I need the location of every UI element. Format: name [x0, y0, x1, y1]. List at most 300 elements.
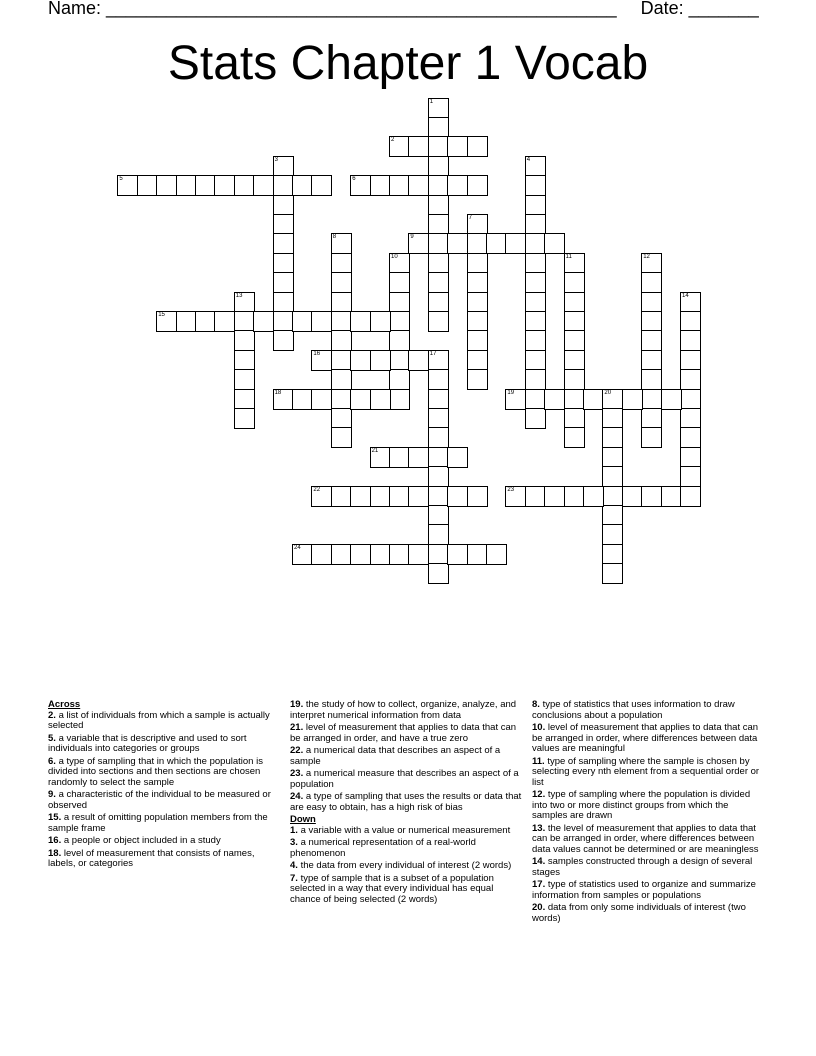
- across-clue: [290, 792, 524, 813]
- crossword-cell[interactable]: [370, 544, 391, 565]
- crossword-cell[interactable]: [564, 408, 585, 429]
- down-clue: [532, 824, 766, 856]
- crossword-cell[interactable]: [408, 175, 429, 196]
- crossword-cell[interactable]: [331, 330, 352, 351]
- crossword-cell[interactable]: [428, 389, 449, 410]
- crossword-cell[interactable]: [525, 350, 546, 371]
- clue-number: 13: [235, 292, 243, 299]
- crossword-cell[interactable]: [370, 389, 391, 410]
- crossword-cell[interactable]: [253, 175, 274, 196]
- crossword-cell[interactable]: [467, 311, 488, 332]
- crossword-cell[interactable]: [370, 447, 391, 468]
- clue-number: 20: [604, 389, 612, 396]
- crossword-cell[interactable]: [408, 233, 429, 254]
- crossword-cell[interactable]: [428, 156, 449, 177]
- across-clue: [48, 849, 282, 870]
- clue-text: type of sample that is a subset of a population selected in a way that every individual has equal chance of being selected (2 words): [290, 872, 494, 905]
- page-title: Stats Chapter 1 Vocab: [167, 37, 649, 90]
- clue-number: 7: [468, 215, 472, 221]
- crossword-cell[interactable]: [467, 350, 488, 371]
- crossword-cell[interactable]: [680, 330, 701, 351]
- crossword-cell[interactable]: [292, 311, 313, 332]
- clue-text: a variable with a value or numerical measurement: [297, 824, 511, 836]
- crossword-cell[interactable]: [428, 408, 449, 429]
- name-label: Name:: [48, 0, 102, 18]
- crossword-cell[interactable]: [428, 447, 449, 468]
- crossword-cell[interactable]: [389, 272, 410, 293]
- crossword-cell[interactable]: [602, 408, 623, 429]
- crossword-cell[interactable]: [389, 544, 410, 565]
- clue-number: 6: [352, 176, 356, 183]
- crossword-cell[interactable]: [176, 175, 197, 196]
- clue-text: the level of measurement that applies to data that can be arranged in order, where differences between data values cannot be determined or are meaningless: [532, 822, 759, 855]
- clue-number: 8.: [532, 699, 540, 710]
- crossword-cell[interactable]: [389, 350, 410, 371]
- crossword-cell[interactable]: [564, 311, 585, 332]
- crossword-cell[interactable]: [564, 272, 585, 293]
- clue-number: 17.: [532, 879, 546, 890]
- clue-number: 1: [429, 98, 434, 105]
- down-clue: [290, 874, 524, 906]
- clue-number: 14: [682, 292, 689, 299]
- crossword-cell[interactable]: [273, 330, 294, 351]
- clue-text: type of sampling where the sample is chosen by selecting every nth element from a sequential order or list: [532, 755, 760, 788]
- clue-number: 24.: [290, 791, 304, 802]
- clue-number: 20.: [532, 902, 546, 913]
- across-clue: [290, 769, 524, 790]
- crossword-cell[interactable]: [467, 330, 488, 351]
- crossword-cell[interactable]: [467, 272, 488, 293]
- clue-number: 24: [294, 544, 301, 551]
- down-clue: [290, 838, 524, 859]
- crossword-cell[interactable]: [389, 311, 410, 332]
- crossword-cell[interactable]: [428, 136, 449, 157]
- crossword-cell[interactable]: [525, 253, 546, 274]
- crossword-cell[interactable]: [389, 486, 410, 507]
- crossword-cell[interactable]: [331, 544, 352, 565]
- crossword-cell[interactable]: [331, 233, 352, 254]
- crossword-cell[interactable]: [525, 330, 546, 351]
- crossword-cell[interactable]: [311, 486, 332, 507]
- crossword-cell[interactable]: [273, 195, 294, 216]
- clue-number: 9: [410, 234, 414, 241]
- crossword-cell[interactable]: [273, 214, 294, 235]
- clue-number: 15.: [48, 812, 62, 823]
- clue-text: type of statistics that uses information to draw conclusions about a population: [532, 699, 735, 721]
- down-clue: [532, 700, 766, 721]
- crossword-cell[interactable]: [680, 292, 701, 313]
- crossword-cell[interactable]: [486, 544, 507, 565]
- crossword-cell[interactable]: [661, 389, 682, 410]
- down-clue: [532, 790, 766, 822]
- crossword-cell[interactable]: [311, 544, 332, 565]
- crossword-cell[interactable]: [389, 253, 410, 274]
- crossword-cell[interactable]: [389, 389, 410, 410]
- crossword-cell[interactable]: [564, 486, 585, 507]
- crossword-cell[interactable]: [428, 98, 449, 119]
- clue-number: 7.: [290, 872, 298, 884]
- crossword-cell[interactable]: [564, 427, 585, 448]
- crossword-cell[interactable]: [389, 447, 410, 468]
- crossword-cell[interactable]: [408, 486, 429, 507]
- crossword-cell[interactable]: [234, 292, 255, 313]
- crossword-cell[interactable]: [350, 311, 371, 332]
- crossword-cell[interactable]: [331, 408, 352, 429]
- crossword-cell[interactable]: [350, 544, 371, 565]
- crossword-cell[interactable]: [602, 389, 623, 410]
- crossword-cell[interactable]: [525, 195, 546, 216]
- clue-number: 16: [313, 350, 321, 357]
- clue-number: 5: [119, 176, 123, 183]
- crossword-cell[interactable]: [583, 486, 604, 507]
- crossword-cell[interactable]: [311, 350, 332, 371]
- crossword-cell[interactable]: [525, 311, 546, 332]
- date-blank[interactable]: _______: [688, 0, 759, 18]
- crossword-cell[interactable]: [505, 389, 526, 410]
- crossword-cell[interactable]: [273, 292, 294, 313]
- clue-number: 22: [313, 486, 321, 493]
- clue-number: 1.: [290, 824, 298, 836]
- clue-text: a type of sampling that in which the population is divided into sections and then sections are chosen randomly to select the sample: [48, 755, 263, 788]
- crossword-cell[interactable]: [273, 253, 294, 274]
- crossword-cell[interactable]: [525, 369, 546, 390]
- across-clue: [290, 723, 524, 744]
- crossword-cell[interactable]: [583, 389, 604, 410]
- clue-number: 13.: [532, 822, 546, 834]
- crossword-cell[interactable]: [602, 427, 623, 448]
- crossword-cell[interactable]: [428, 350, 449, 371]
- across-clue: [48, 813, 282, 834]
- crossword-cell[interactable]: [273, 272, 294, 293]
- crossword-cell[interactable]: [331, 350, 352, 371]
- crossword-cell[interactable]: [467, 544, 488, 565]
- crossword-cell[interactable]: [602, 505, 623, 526]
- crossword-cell[interactable]: [273, 233, 294, 254]
- clue-text: a list of individuals from which a sample is actually selected: [48, 709, 270, 731]
- crossword-cell[interactable]: [428, 524, 449, 545]
- clue-number: 3: [274, 156, 278, 163]
- crossword-cell[interactable]: [428, 253, 449, 274]
- crossword-cell[interactable]: [292, 544, 313, 565]
- crossword-cell[interactable]: [311, 311, 332, 332]
- down-clue: [532, 880, 766, 901]
- crossword-cell[interactable]: [273, 389, 294, 410]
- crossword-cell[interactable]: [408, 544, 429, 565]
- crossword-cell[interactable]: [428, 544, 449, 565]
- down-clue: [290, 861, 524, 872]
- crossword-cell[interactable]: [564, 330, 585, 351]
- clue-text: a characteristic of the individual to be measured or observed: [48, 789, 271, 811]
- crossword-cell[interactable]: [389, 292, 410, 313]
- clue-number: 14.: [532, 856, 546, 867]
- clue-column-2: [290, 700, 524, 907]
- crossword-cell[interactable]: [641, 389, 662, 410]
- crossword-cell[interactable]: [564, 350, 585, 371]
- clue-text: a numerical data that describes an aspect of a sample: [290, 745, 501, 767]
- crossword-cell[interactable]: [680, 486, 701, 507]
- crossword-cell[interactable]: [447, 447, 468, 468]
- clue-number: 3.: [290, 837, 298, 848]
- crossword-cell[interactable]: [428, 369, 449, 390]
- clue-number: 5.: [48, 732, 56, 744]
- crossword-cell[interactable]: [428, 486, 449, 507]
- crossword-cell[interactable]: [428, 214, 449, 235]
- crossword-cell[interactable]: [214, 175, 235, 196]
- crossword-cell[interactable]: [641, 408, 662, 429]
- crossword-cell[interactable]: [544, 486, 565, 507]
- clue-number: 2.: [48, 709, 56, 721]
- crossword-cell[interactable]: [428, 175, 449, 196]
- clue-number: 18.: [48, 847, 62, 859]
- crossword-cell[interactable]: [408, 350, 429, 371]
- clue-number: 21: [371, 447, 379, 454]
- crossword-cell[interactable]: [467, 253, 488, 274]
- crossword-cell[interactable]: [680, 408, 701, 429]
- crossword-cell[interactable]: [234, 175, 255, 196]
- crossword-cell[interactable]: [680, 389, 701, 410]
- date-label: Date:: [640, 0, 684, 18]
- crossword-cell[interactable]: [525, 214, 546, 235]
- crossword-cell[interactable]: [273, 175, 294, 196]
- clue-number: 11.: [532, 755, 545, 767]
- crossword-cell[interactable]: [467, 369, 488, 390]
- crossword-cell[interactable]: [525, 389, 546, 410]
- clue-text: a type of sampling that uses the results or data that are easy to obtain, has a high risk of bias: [290, 791, 522, 813]
- crossword-cell[interactable]: [467, 486, 488, 507]
- across-clue: [48, 836, 282, 847]
- crossword-cell[interactable]: [622, 486, 643, 507]
- clue-number: 12: [643, 253, 650, 260]
- crossword-cell[interactable]: [447, 233, 468, 254]
- crossword-cell[interactable]: [195, 311, 216, 332]
- clue-text: type of statistics used to organize and summarize information from samples or populations: [532, 879, 756, 901]
- crossword-cell[interactable]: [486, 233, 507, 254]
- crossword-cell[interactable]: [117, 175, 138, 196]
- crossword-cell[interactable]: [156, 311, 177, 332]
- clue-number: 11: [565, 253, 572, 260]
- crossword-cell[interactable]: [641, 330, 662, 351]
- crossword-cell[interactable]: [641, 292, 662, 313]
- crossword-cell[interactable]: [350, 486, 371, 507]
- clue-text: a people or object included in a study: [61, 835, 221, 846]
- crossword-cell[interactable]: [331, 486, 352, 507]
- crossword-cell[interactable]: [234, 408, 255, 429]
- down-heading: Down: [290, 814, 316, 825]
- across-heading: Across: [48, 699, 81, 710]
- crossword-cell[interactable]: [564, 369, 585, 390]
- crossword-cell[interactable]: [602, 447, 623, 468]
- crossword-cell[interactable]: [234, 350, 255, 371]
- crossword-cell[interactable]: [428, 233, 449, 254]
- clue-number: 4.: [290, 860, 298, 871]
- crossword-cell[interactable]: [311, 175, 332, 196]
- across-clue: [48, 734, 282, 755]
- crossword-cell[interactable]: [331, 427, 352, 448]
- crossword-cell[interactable]: [389, 175, 410, 196]
- crossword-cell[interactable]: [292, 389, 313, 410]
- crossword-cell[interactable]: [602, 563, 623, 584]
- down-clue: [532, 757, 766, 789]
- clue-number: 17: [429, 350, 437, 357]
- crossword-cell[interactable]: [467, 292, 488, 313]
- clue-number: 19: [507, 389, 515, 396]
- crossword-cell[interactable]: [331, 253, 352, 274]
- clue-text: level of measurement that consists of names, labels, or categories: [48, 847, 255, 869]
- crossword-cell[interactable]: [622, 389, 643, 410]
- crossword-cell[interactable]: [680, 447, 701, 468]
- crossword-cell[interactable]: [331, 369, 352, 390]
- crossword-cell[interactable]: [602, 486, 623, 507]
- crossword-cell[interactable]: [234, 389, 255, 410]
- crossword-cell[interactable]: [467, 233, 488, 254]
- crossword-cell[interactable]: [447, 175, 468, 196]
- crossword-cell[interactable]: [428, 466, 449, 487]
- down-clue: [290, 826, 524, 837]
- crossword-cell[interactable]: [273, 156, 294, 177]
- clue-number: 2: [391, 137, 395, 144]
- crossword-cell[interactable]: [680, 427, 701, 448]
- crossword-cell[interactable]: [428, 195, 449, 216]
- crossword-cell[interactable]: [273, 311, 294, 332]
- crossword-cell[interactable]: [234, 330, 255, 351]
- crossword-cell[interactable]: [292, 175, 313, 196]
- crossword-cell[interactable]: [680, 311, 701, 332]
- crossword-cell[interactable]: [467, 175, 488, 196]
- clue-number: 16.: [48, 835, 62, 846]
- crossword-cell[interactable]: [214, 311, 235, 332]
- down-clue: [532, 857, 766, 878]
- crossword-cell[interactable]: [661, 486, 682, 507]
- crossword-cell[interactable]: [234, 311, 255, 332]
- crossword-cell[interactable]: [525, 292, 546, 313]
- crossword-cell[interactable]: [311, 389, 332, 410]
- crossword-cell[interactable]: [370, 486, 391, 507]
- clue-number: 21.: [290, 722, 304, 733]
- crossword-cell[interactable]: [602, 524, 623, 545]
- crossword-cell[interactable]: [350, 350, 371, 371]
- crossword-cell[interactable]: [428, 563, 449, 584]
- clue-column-1: [48, 700, 282, 872]
- crossword-cell[interactable]: [641, 486, 662, 507]
- clue-number: 10: [391, 253, 398, 260]
- crossword-cell[interactable]: [331, 311, 352, 332]
- crossword-cell[interactable]: [331, 272, 352, 293]
- crossword-cell[interactable]: [428, 292, 449, 313]
- across-clue: [48, 711, 282, 732]
- crossword-cell[interactable]: [408, 447, 429, 468]
- clue-number: 23: [507, 486, 515, 493]
- crossword-cell[interactable]: [156, 175, 177, 196]
- crossword-cell[interactable]: [641, 311, 662, 332]
- crossword-cell[interactable]: [447, 544, 468, 565]
- crossword-cell[interactable]: [370, 311, 391, 332]
- crossword-cell[interactable]: [564, 292, 585, 313]
- crossword-cell[interactable]: [641, 253, 662, 274]
- crossword-cell[interactable]: [370, 175, 391, 196]
- crossword-cell[interactable]: [525, 486, 546, 507]
- crossword-cell[interactable]: [447, 486, 468, 507]
- crossword-cell[interactable]: [467, 214, 488, 235]
- crossword-cell[interactable]: [641, 369, 662, 390]
- crossword-cell[interactable]: [350, 175, 371, 196]
- crossword-cell[interactable]: [253, 311, 274, 332]
- clue-text: a numerical measure that describes an aspect of a population: [290, 768, 519, 790]
- crossword-cell[interactable]: [331, 292, 352, 313]
- crossword-cell[interactable]: [641, 427, 662, 448]
- crossword-cell[interactable]: [602, 544, 623, 565]
- crossword-cell[interactable]: [641, 350, 662, 371]
- crossword-cell[interactable]: [680, 369, 701, 390]
- crossword-cell[interactable]: [428, 272, 449, 293]
- name-blank[interactable]: ___________________________________________________: [106, 0, 617, 18]
- clue-number: 15: [158, 312, 165, 318]
- crossword-cell[interactable]: [602, 466, 623, 487]
- crossword-cell[interactable]: [525, 272, 546, 293]
- clue-column-3: [532, 700, 766, 926]
- clue-number: 10.: [532, 722, 546, 733]
- down-clue: [532, 903, 766, 924]
- crossword-cell[interactable]: [564, 389, 585, 410]
- crossword-cell[interactable]: [564, 253, 585, 274]
- crossword-cell[interactable]: [428, 117, 449, 138]
- clue-number: 23.: [290, 768, 304, 779]
- crossword-cell[interactable]: [467, 136, 488, 157]
- crossword-cell[interactable]: [428, 505, 449, 526]
- clue-text: type of sampling where the population is divided into two or more distinct groups from which the samples are drawn: [532, 789, 751, 821]
- crossword-cell[interactable]: [525, 156, 546, 177]
- crossword-cell[interactable]: [544, 233, 565, 254]
- crossword-cell[interactable]: [195, 175, 216, 196]
- crossword-cell[interactable]: [389, 136, 410, 157]
- crossword-cell[interactable]: [525, 175, 546, 196]
- crossword-cell[interactable]: [234, 369, 255, 390]
- clue-text: level of measurement that applies to data that can be arranged in order, and have a true zero: [290, 722, 517, 744]
- crossword-cell[interactable]: [350, 389, 371, 410]
- clue-number: 18: [274, 389, 282, 396]
- clue-number: 6.: [48, 755, 56, 767]
- clue-number: 9.: [48, 789, 56, 800]
- crossword-cell[interactable]: [447, 136, 468, 157]
- crossword-cell[interactable]: [389, 330, 410, 351]
- crossword-cell[interactable]: [389, 369, 410, 390]
- crossword-cell[interactable]: [137, 175, 158, 196]
- across-clue: [48, 790, 282, 811]
- clue-text: a result of omitting population members from the sample frame: [48, 812, 268, 834]
- crossword-cell[interactable]: [408, 136, 429, 157]
- crossword-cell[interactable]: [331, 389, 352, 410]
- crossword-cell[interactable]: [428, 311, 449, 332]
- crossword-cell[interactable]: [525, 408, 546, 429]
- crossword-cell[interactable]: [505, 233, 526, 254]
- crossword-cell[interactable]: [176, 311, 197, 332]
- crossword-cell[interactable]: [680, 466, 701, 487]
- clue-number: 22.: [290, 745, 304, 756]
- crossword-cell[interactable]: [505, 486, 526, 507]
- clue-text: samples constructed through a design of several stages: [532, 856, 753, 878]
- crossword-cell[interactable]: [544, 389, 565, 410]
- crossword-cell[interactable]: [641, 272, 662, 293]
- clue-text: the study of how to collect, organize, analyze, and interpret numerical information from data: [290, 699, 517, 721]
- crossword-cell[interactable]: [428, 427, 449, 448]
- crossword-cell[interactable]: [680, 350, 701, 371]
- clue-text: level of measurement that applies to data that can be arranged in order, where differences between data values are meaningful: [532, 722, 759, 754]
- clue-number: 19.: [290, 699, 304, 710]
- clue-text: a variable that is descriptive and used to sort individuals into categories or groups: [48, 732, 247, 754]
- crossword-cell[interactable]: [370, 350, 391, 371]
- crossword-cell[interactable]: [525, 233, 546, 254]
- across-clue: [290, 700, 524, 721]
- clue-text: the data from every individual of interest (2 words): [297, 860, 512, 871]
